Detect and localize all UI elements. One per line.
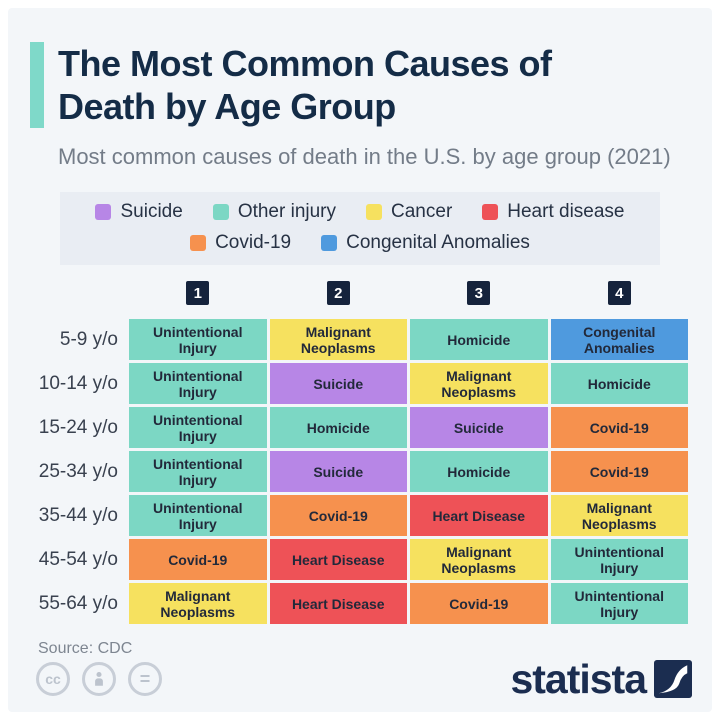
source-text: Source: CDC	[38, 640, 133, 657]
statista-logo-icon	[654, 660, 692, 698]
column-header-row	[38, 281, 688, 305]
legend-item-suicide	[95, 201, 182, 223]
legend-label: Congenital Anomalies	[346, 232, 530, 253]
table-cell: Homicide	[270, 407, 408, 448]
attribution-person-icon[interactable]	[82, 662, 116, 696]
table-cell: Unintentional Injury	[129, 495, 267, 536]
title-line-1: The Most Common Causes of	[58, 43, 552, 84]
row-label-5-9: 5-9 y/o	[59, 328, 118, 350]
legend-row-2	[60, 232, 660, 254]
table-cell: Unintentional Injury	[129, 319, 267, 360]
legend-label: Heart disease	[507, 201, 625, 222]
infographic-card	[8, 8, 712, 712]
table-cell: Covid-19	[129, 539, 267, 580]
column-header-rank-2: 2	[327, 281, 350, 305]
causes-table	[38, 319, 688, 624]
table-cell: Homicide	[410, 319, 548, 360]
congenital-anomalies-swatch-icon	[321, 235, 337, 251]
column-header-rank-3: 3	[467, 281, 490, 305]
covid-19-swatch-icon	[190, 235, 206, 251]
page-subtitle: Most common causes of death in the U.S. by age group (2021)	[58, 144, 671, 169]
table-cell: Covid-19	[410, 583, 548, 624]
row-label-45-54: 45-54 y/o	[38, 548, 118, 570]
title-line-2: Death by Age Group	[58, 86, 396, 127]
legend-item-cancer	[366, 201, 452, 223]
legend-label: Suicide	[120, 201, 183, 222]
page-title	[58, 42, 552, 128]
legend-item-heart-disease	[482, 201, 624, 223]
table-cell: Malignant Neoplasms	[551, 495, 689, 536]
table-cell: Unintentional Injury	[129, 451, 267, 492]
table-cell: Covid-19	[551, 451, 689, 492]
table-cell: Heart Disease	[410, 495, 548, 536]
statista-wordmark: statista	[510, 656, 646, 702]
footer	[36, 656, 692, 702]
column-header-rank-1: 1	[186, 281, 209, 305]
table-cell: Homicide	[551, 363, 689, 404]
license-icons	[36, 662, 162, 696]
suicide-swatch-icon	[95, 204, 111, 220]
legend-row-1	[60, 201, 660, 223]
table-cell: Suicide	[270, 451, 408, 492]
heart-disease-swatch-icon	[482, 204, 498, 220]
other-injury-swatch-icon	[213, 204, 229, 220]
table-cell: Malignant Neoplasms	[410, 539, 548, 580]
column-header-spacer	[38, 281, 126, 305]
table-cell: Malignant Neoplasms	[410, 363, 548, 404]
table-cell: Congenital Anomalies	[551, 319, 689, 360]
table-cell: Suicide	[410, 407, 548, 448]
table-cell: Covid-19	[270, 495, 408, 536]
table-cell: Unintentional Injury	[551, 539, 689, 580]
row-label-55-64: 55-64 y/o	[38, 592, 118, 614]
table-cell: Unintentional Injury	[129, 363, 267, 404]
legend-label: Covid-19	[215, 232, 292, 253]
table-cell: Heart Disease	[270, 583, 408, 624]
row-label-10-14: 10-14 y/o	[38, 372, 118, 394]
table-cell: Malignant Neoplasms	[129, 583, 267, 624]
row-label-25-34: 25-34 y/o	[38, 460, 118, 482]
no-derivatives-equals-icon[interactable]: =	[128, 662, 162, 696]
table-cell: Unintentional Injury	[551, 583, 689, 624]
cancer-swatch-icon	[366, 204, 382, 220]
table-cell: Suicide	[270, 363, 408, 404]
statista-logo[interactable]	[510, 656, 692, 702]
legend-label: Other injury	[237, 201, 337, 222]
legend-item-covid-19	[190, 232, 291, 254]
cc-icon[interactable]: cc	[36, 662, 70, 696]
table-cell: Unintentional Injury	[129, 407, 267, 448]
legend-label: Cancer	[391, 201, 453, 222]
legend	[60, 192, 660, 265]
table-cell: Heart Disease	[270, 539, 408, 580]
row-label-35-44: 35-44 y/o	[38, 504, 118, 526]
table-cell: Malignant Neoplasms	[270, 319, 408, 360]
table-cell: Homicide	[410, 451, 548, 492]
accent-bar	[30, 42, 44, 128]
header	[30, 42, 688, 128]
legend-item-congenital-anomalies	[321, 232, 530, 254]
legend-item-other-injury	[213, 201, 336, 223]
column-header-rank-4: 4	[608, 281, 631, 305]
table-cell: Covid-19	[551, 407, 689, 448]
row-label-15-24: 15-24 y/o	[38, 416, 118, 438]
